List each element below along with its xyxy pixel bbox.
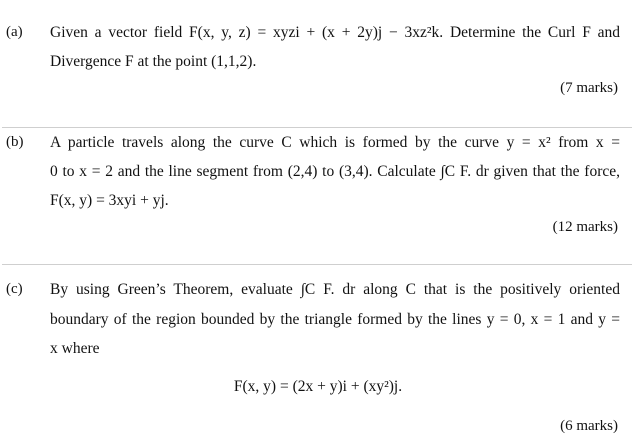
question-label: (b) — [6, 134, 24, 150]
question-text-line: By using Green’s Theorem, evaluate ∫C F. dr along C that is the positively oriented — [50, 281, 620, 298]
marks-label: (6 marks) — [560, 418, 618, 434]
question-text-line: Divergence F at the point (1,1,2). — [50, 53, 257, 70]
question-label: (c) — [6, 281, 23, 297]
vector-field-formula: F(x, y) = (2x + y)i + (xy²)j. — [233, 378, 403, 395]
marks-label: (7 marks) — [560, 80, 618, 96]
divider — [2, 127, 632, 128]
question-text-line: A particle travels along the curve C which is formed by the curve y = x² from x = — [50, 134, 620, 151]
question-text-line: Given a vector field F(x, y, z) = xyzi + (x + 2y)j − 3xz²k. Determine the Curl F and — [50, 24, 620, 41]
divider — [2, 264, 632, 265]
question-label: (a) — [6, 24, 23, 40]
question-text-line: x where — [50, 340, 100, 357]
question-text-line: F(x, y) = 3xyi + yj. — [50, 192, 169, 209]
marks-label: (12 marks) — [552, 219, 618, 235]
question-text-line: 0 to x = 2 and the line segment from (2,4) to (3,4). Calculate ∫C F. dr given that the force, — [50, 163, 620, 180]
question-text-line: boundary of the region bounded by the triangle formed by the lines y = 0, x = 1 and y = — [50, 311, 620, 328]
